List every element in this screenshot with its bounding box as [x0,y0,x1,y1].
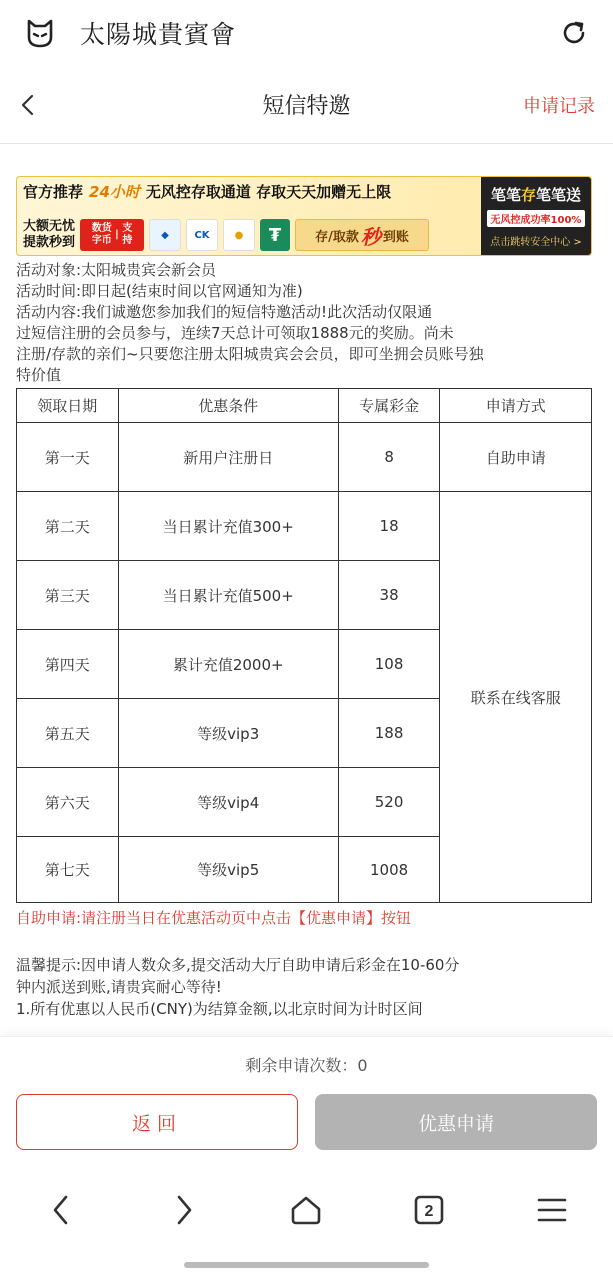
tip-line-2: 钟内派送到账,请贵宾耐心等待! [16,978,222,996]
browser-toolbar [0,1160,613,1260]
remaining-value: 0 [357,1056,368,1075]
cell-condition: 等级vip4 [118,768,338,837]
banner-headline [23,181,475,202]
activity-content-3: 注册/存款的亲们~只要您注册太阳城贵宾会会员，即可坐拥会员账号独 [16,345,484,363]
cell-merged-method: 联系在线客服 [440,492,592,903]
crypto-support-badge: 数货 字币 | 支 持 [80,219,144,251]
tab-count: 2 [424,1203,434,1220]
banner-right [481,177,591,255]
banner-line1: 无风控存取通道 存取天天加赠无上限 [145,183,392,201]
cta-b: 到账 [382,229,409,245]
deposit-withdraw-cta [295,219,429,251]
banner-hours: 24小时 [89,183,140,201]
col-header: 申请方式 [440,389,592,423]
tip-line-1: 温馨提示:因申请人数众多,提交活动大厅自助申请后彩金在10-60分 [16,956,460,974]
col-header: 领取日期 [17,389,119,423]
right-c: 笔笔送 [536,185,582,204]
cell-bonus: 8 [338,423,440,492]
cell-day: 第七天 [17,837,119,903]
activity-time: 活动时间:即日起(结束时间以官网通知为准) [16,282,303,300]
cta-a: 存/取款 [315,229,359,245]
page-title: 短信特邀 [262,94,351,119]
browser-menu-icon[interactable] [522,1180,582,1240]
activity-content-4: 特价值 [16,366,62,384]
tether-logo-icon: ₮ [260,219,290,251]
banner-right-title [491,184,581,205]
activity-description [16,260,592,386]
banner-big-text [23,219,75,251]
banner-payments [23,219,475,251]
cell-day: 第一天 [17,423,119,492]
return-button[interactable]: 返回 [16,1094,298,1150]
col-header: 专属彩金 [338,389,440,423]
cell-condition: 当日累计充值500+ [118,561,338,630]
page-navbar [0,66,613,144]
back-chevron-icon[interactable] [18,90,48,120]
activity-content-1: 活动内容:我们诚邀您参加我们的短信特邀活动!此次活动仅限通 [16,303,433,321]
cell-bonus: 1008 [338,837,440,903]
cell-bonus: 18 [338,492,440,561]
remaining-count [0,1053,613,1076]
cta-sec: 秒 [360,224,381,249]
promo-apply-button[interactable]: 优惠申请 [315,1094,597,1150]
right-a: 笔笔 [490,185,521,204]
crypto-label: 数货 字币 [91,223,112,246]
bonus-table [16,388,592,903]
cell-day: 第四天 [17,630,119,699]
refresh-icon[interactable] [557,16,591,50]
okpay-logo [186,219,218,251]
browser-home-icon[interactable] [276,1180,336,1240]
cell-day: 第六天 [17,768,119,837]
table-row [17,492,592,561]
support-label: 支 持 [122,223,133,246]
cell-day: 第五天 [17,699,119,768]
cell-method: 自助申请 [440,423,592,492]
cell-bonus: 38 [338,561,440,630]
cell-condition: 等级vip5 [118,837,338,903]
activity-target: 活动对象:太阳城贵宾会新会员 [16,261,217,279]
browser-back-icon[interactable] [31,1180,91,1240]
browser-forward-icon[interactable] [154,1180,214,1240]
right-b: 存 [520,185,536,204]
activity-content-2: 过短信注册的会员参与，连续7天总计可领取1888元的奖励。尚未 [16,324,454,342]
promo-content [16,176,592,1020]
self-apply-note: 自助申请:请注册当日在优惠活动页中点击【优惠申请】按钮 [16,909,412,927]
action-footer [0,1036,613,1160]
col-header: 优惠条件 [118,389,338,423]
banner-big1: 大额无忧 [23,219,76,234]
cell-bonus: 188 [338,699,440,768]
app-header [0,0,613,66]
banner-official: 官方推荐 [23,183,84,201]
okpay-label: CK [194,229,210,241]
app-logo-icon [22,15,58,51]
cell-condition: 等级vip3 [118,699,338,768]
cell-condition: 累计充值2000+ [118,630,338,699]
promo-banner[interactable] [16,176,592,256]
cell-bonus: 108 [338,630,440,699]
footer-buttons [0,1094,613,1150]
coin-logo-icon: ● [223,219,255,251]
success-rate-badge: 无风控成功率100% [487,210,586,227]
home-indicator[interactable] [184,1262,429,1268]
table-row [17,423,592,492]
wallet-logo-icon: ◆ [149,219,181,251]
browser-tabs-icon[interactable] [399,1180,459,1240]
table-header-row [17,389,592,423]
tip-line-3: 1.所有优惠以人民币(CNY)为结算金额,以北京时间为计时区间 [16,1000,423,1018]
cell-condition: 当日累计充值300+ [118,492,338,561]
remaining-label: 剩余申请次数： [245,1056,358,1075]
banner-big2: 提款秒到 [23,235,76,250]
apply-record-link[interactable]: 申请记录 [523,95,595,117]
cell-condition: 新用户注册日 [118,423,338,492]
tips-text [16,954,592,1020]
cell-day: 第二天 [17,492,119,561]
banner-left [17,177,481,255]
security-center-link[interactable]: 点击跳转安全中心 > [490,237,582,249]
cell-bonus: 520 [338,768,440,837]
cell-day: 第三天 [17,561,119,630]
app-title: 太陽城貴賓會 [80,20,237,49]
